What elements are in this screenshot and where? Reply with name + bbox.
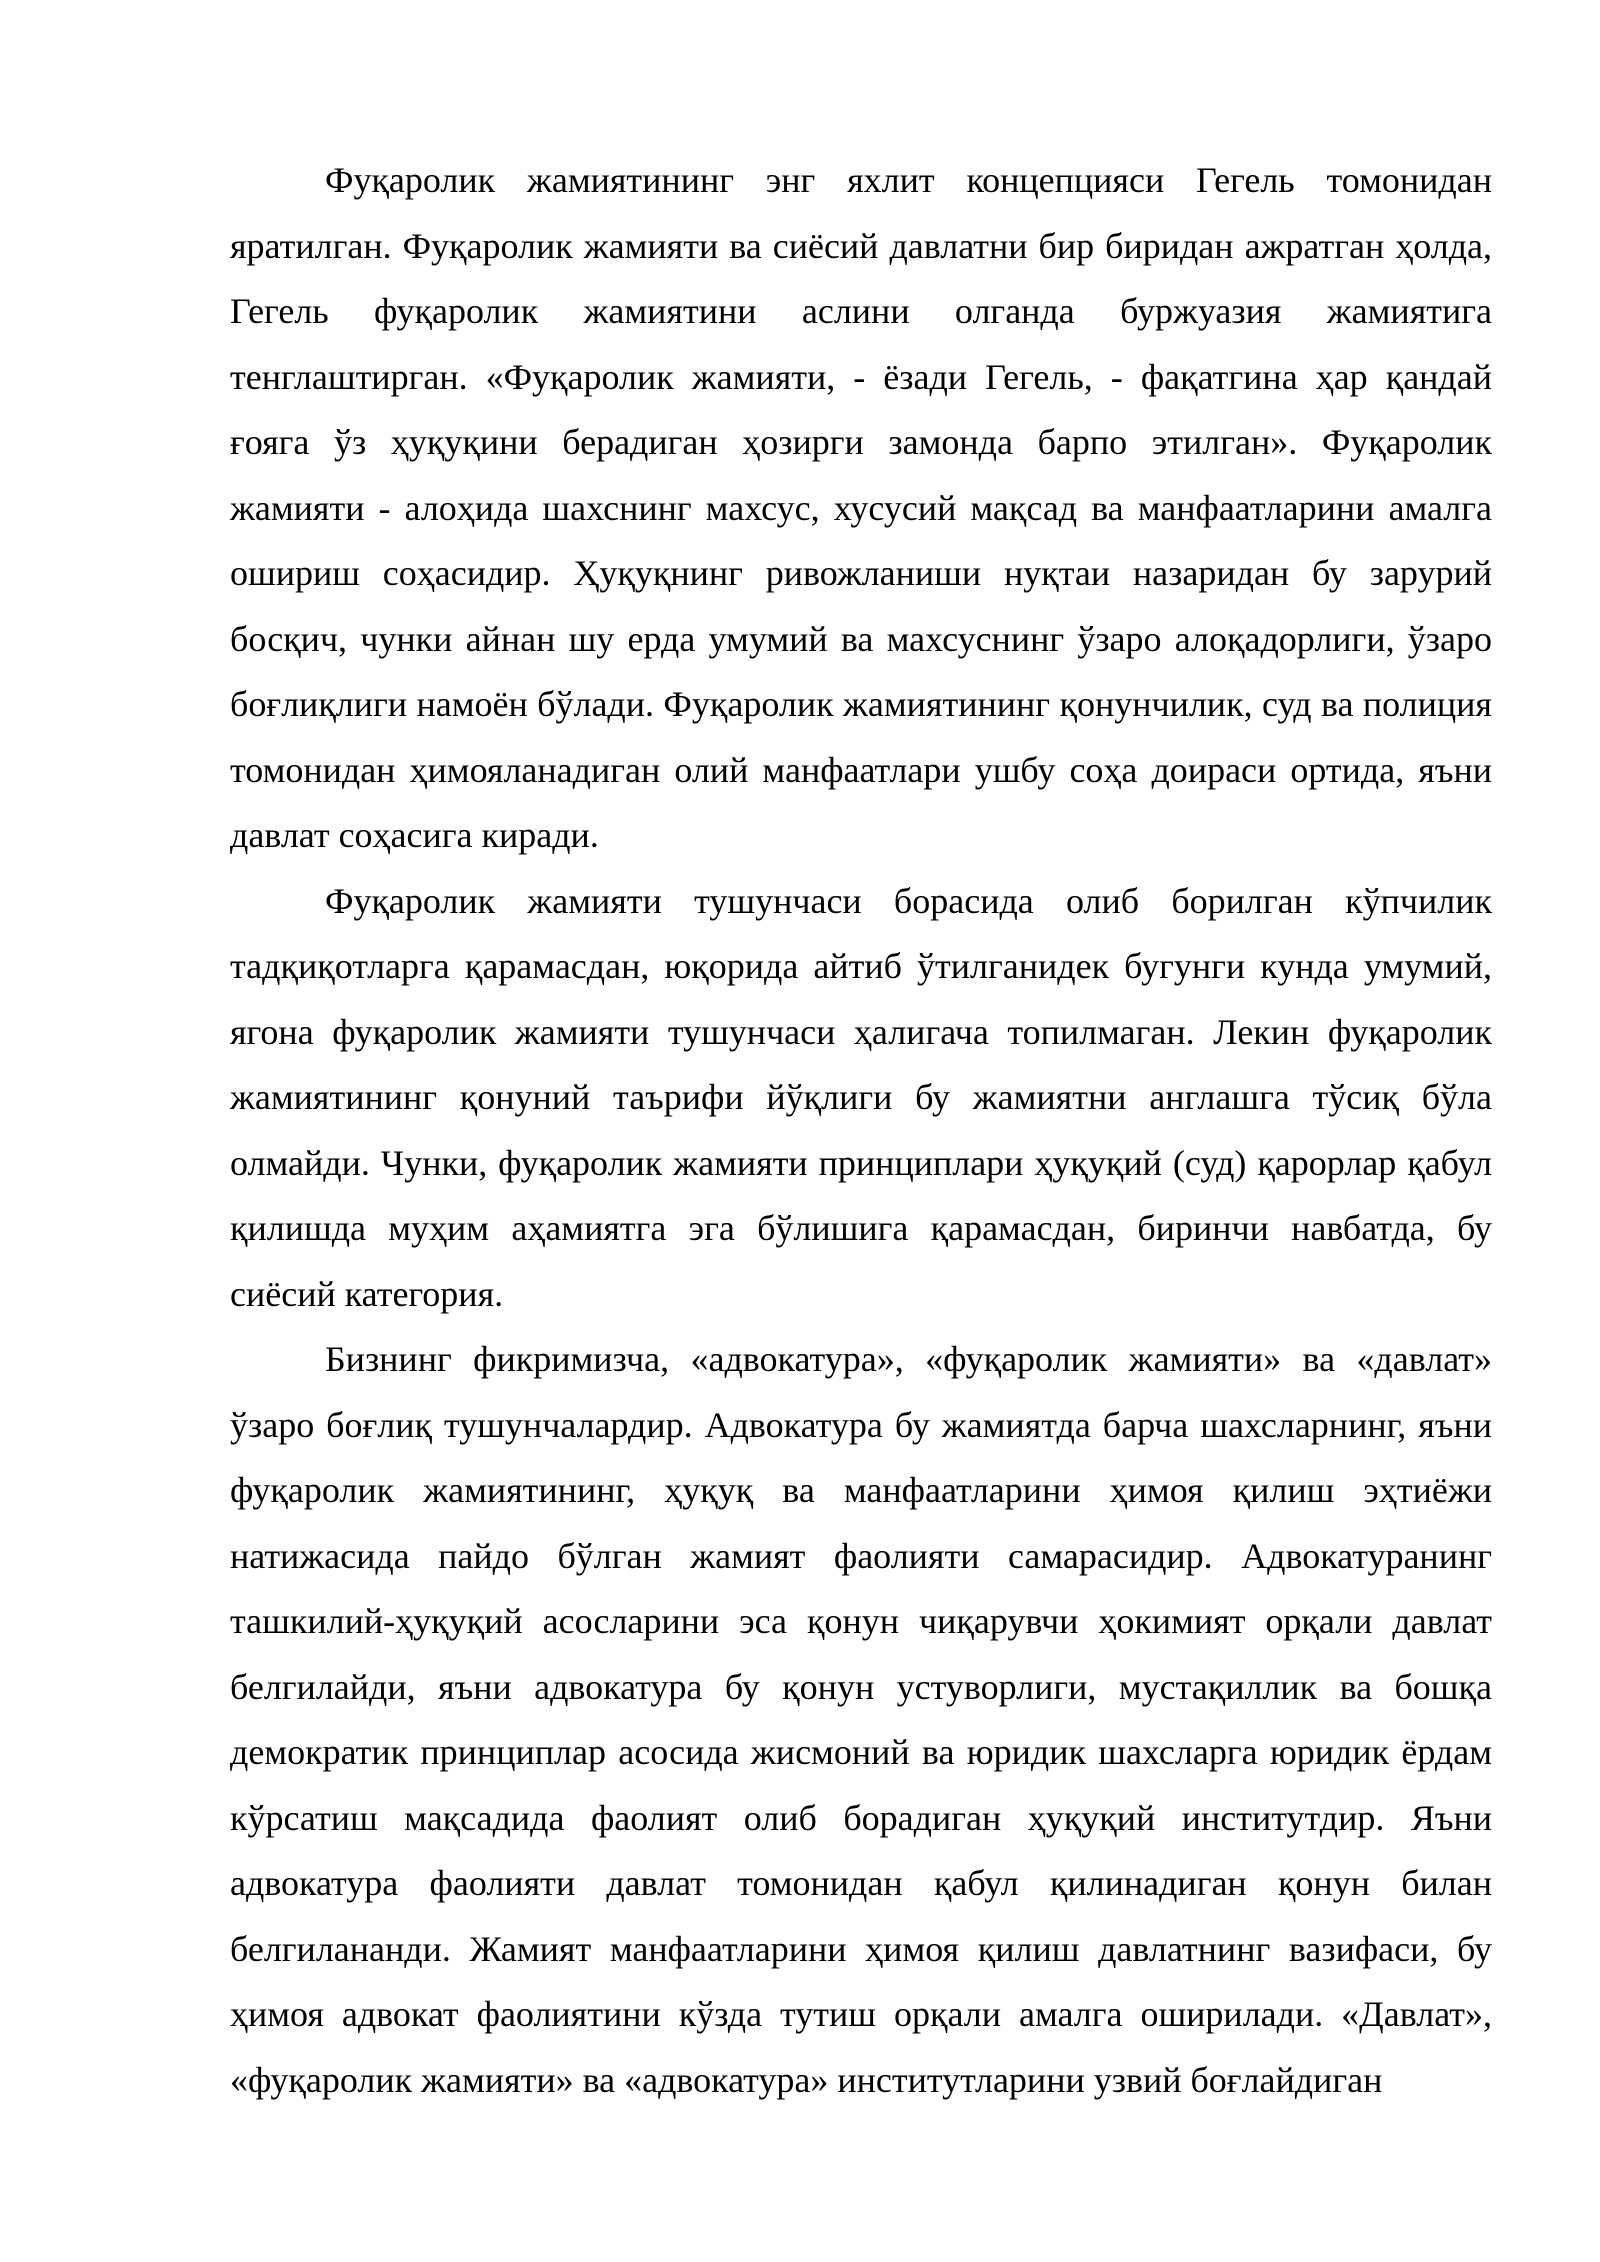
paragraph-2: Фуқаролик жамияти тушунчаси борасида олиб борилган кўпчилик тадқиқотларга қарамасдан, юқорида айтиб ўтилганидек бугунги кунда умумий, ягона фуқаролик жамияти тушунчаси ҳалигача топилмаган. Лекин фуқаролик жамиятининг қонуний таърифи йўқлиги бу жамиятни англашга тўсиқ бўла олмайди. Чунки, фуқаролик жамияти принциплари ҳуқуқий (суд) қарорлар қабул қилишда муҳим аҳамиятга эга бўлишига қарамасдан, биринчи навбатда, бу сиёсий категория. [230, 880, 1492, 1314]
paragraph-1: Фуқаролик жамиятининг энг яхлит концепцияси Гегель томонидан яратилган. Фуқаролик жамияти ва сиёсий давлатни бир биридан ажратган ҳолда, Гегель фуқаролик жамиятини аслини олганда буржуазия жамиятига тенглаштирган. «Фуқаролик жамияти, - ёзади Гегель, - фақатгина ҳар қандай ғояга ўз ҳуқуқини берадиган ҳозирги замонда барпо этилган». Фуқаролик жамияти - алоҳида шахснинг махсус, хусусий мақсад ва манфаатларини амалга ошириш соҳасидир. Ҳуқуқнинг ривожланиши нуқтаи назаридан бу зарурий босқич, чунки айнан шу ерда умумий ва махсуснинг ўзаро алоқадорлиги, ўзаро боғлиқлиги намоён бўлади. Фуқаролик жамиятининг қонунчилик, суд ва полиция томонидан ҳимояланадиган олий манфаатлари ушбу соҳа доираси ортида, яъни давлат соҳасига киради. [230, 160, 1492, 855]
paragraph-3: Бизнинг фикримизча, «адвокатура», «фуқаролик жамияти» ва «давлат» ўзаро боғлиқ тушунчалардир. Адвокатура бу жамиятда барча шахсларнинг, яъни фуқаролик жамиятининг, ҳуқуқ ва манфаатларини ҳимоя қилиш эҳтиёжи натижасида пайдо бўлган жамият фаолияти самарасидир. Адвокатуранинг ташкилий-ҳуқуқий асосларини эса қонун чиқарувчи ҳокимият орқали давлат белгилайди, яъни адвокатура бу қонун устуворлиги, мустақиллик ва бошқа демократик принциплар асосида жисмоний ва юридик шахсларга юридик ёрдам кўрсатиш мақсадида фаолият олиб борадиган ҳуқуқий институтдир. Яъни адвокатура фаолияти давлат томонидан қабул қилинадиган қонун билан белгилананди. Жамият манфаатларини ҳимоя қилиш давлатнинг вазифаси, бу ҳимоя адвокат фаолиятини кўзда тутиш орқали амалга оширилади. «Давлат», «фуқаролик жамияти» ва «адвокатура» институтларини узвий боғлайдиган [230, 1339, 1492, 2100]
document-body [230, 148, 1492, 2113]
